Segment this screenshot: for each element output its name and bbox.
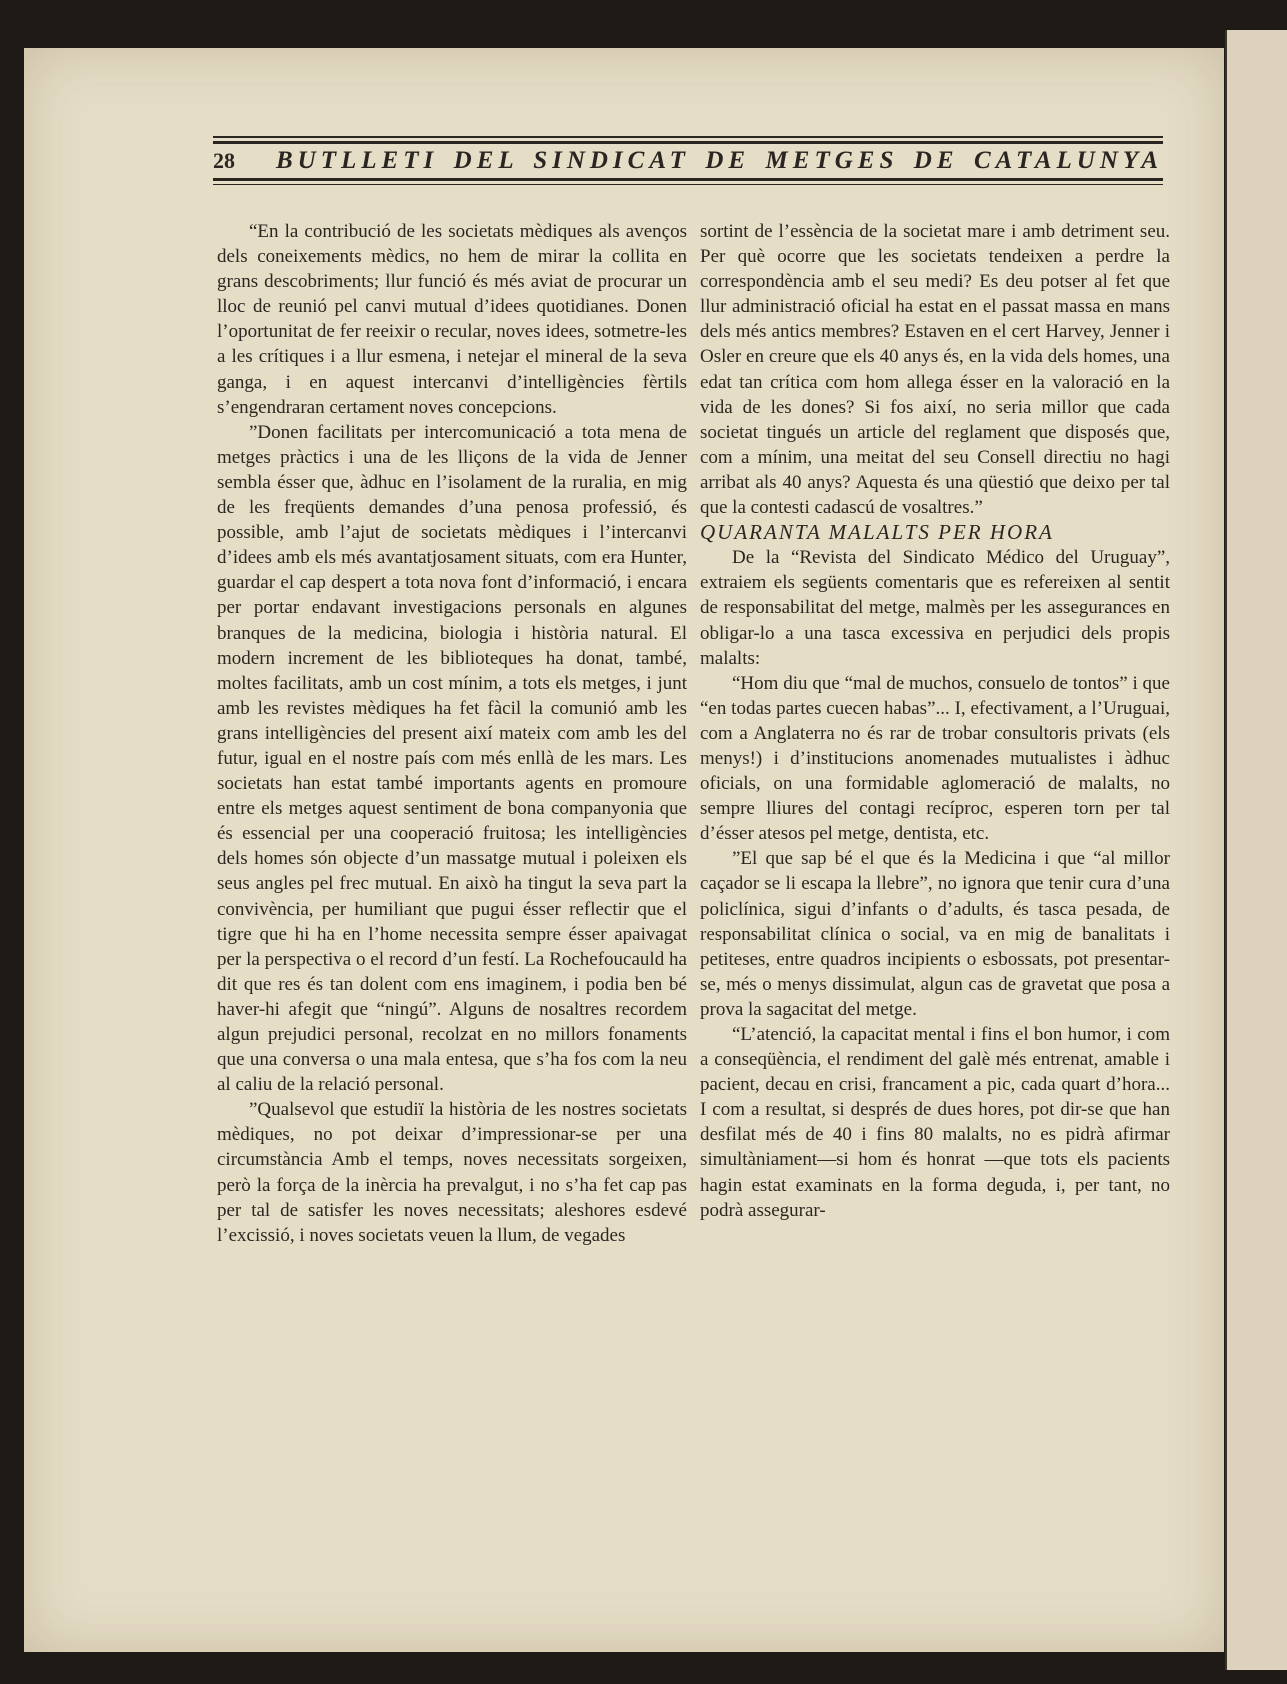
section-title: QUARANTA MALALTS PER HORA	[700, 520, 1054, 545]
paragraph: “Hom diu que “mal de muchos, consuelo de tontos” i que “en todas partes cuecen habas”... I, efectivament, a l’Uruguai, com a Anglaterra no és rar de trobar consultoris privats (els menys!) i d’institucions anomenades mutualistes i àdhuc oficials, on una formidable aglomeració de malalts, no sempre lliures del contagi recíproc, esperen torn per tal d’ésser atesos pel metge, dentista, etc.	[700, 672, 1170, 845]
paragraph: “L’atenció, la capacitat mental i fins el bon humor, i com a conseqüència, el rendiment del galè més entrenat, amable i pacient, decau en crisi, francament a pic, cada quart d’hora... I com a resultat, si després de dues hores, pot dir-se que han desfilat més de 40 i fins 80 malalts, no es pidrà afirmar simultàniament—si hom és honrat —que tots els pacients hagin estat examinats en la forma deguda, i, per tant, no podrà assegurar-	[700, 1024, 1170, 1221]
paragraph: ”Donen facilitats per intercomunicació a tota mena de metges pràctics i una de les lliçons de la vida de Jenner sembla ésser que, àdhuc en l’isolament de la ruralia, en mig de les freqüents demandes d’una penosa professió, és possible, amb l’ajut de societats mèdiques i l’intercanvi d’idees amb els més avantatjosament situats, com era Hunter, guardar el cap despert a tota nova font d’informació, i encara per portar endavant investigacions personals en algunes branques de la medicina, biologia i història natural. El modern increment de les biblioteques ha donat, també, moltes facilitats, amb un cost mínim, a tots els metges, i junt amb les revistes mèdiques ha fet fàcil la comunió amb les grans intelligències del present així mateix com amb les del futur, igual en el nostre país com més enllà de les mars. Les societats han estat també importants agents en promoure entre els metges aquest sentiment de bona companyonia que és essencial per una cooperació fruitosa; les intelligències dels homes són objecte d’un massatge mutual i poleixen els seus angles pel frec mutual. En això ha tingut la seva part la convivència, per humiliant que pugui ésser reflectir que el tigre que hi ha en l’home necessita sempre ésser apaivagat per la perspectiva o el record d’un festí. La Rochefoucauld ha dit que res és tan dolent com ens imaginem, i podia ben bé haver-hi afegit que “ningú”. Alguns de nosaltres recordem algun prejudici personal, recolzat en no millors fonaments que una conversa o una mala entesa, que s’ha fos com la neu al caliu de la relació personal.	[217, 421, 687, 1096]
paragraph: De la “Revista del Sindicato Médico del Uruguay”, extraiem els següents comentaris que es refereixen al sentit de responsabilitat del metge, malmès per les assegurances en obligar-lo a una tasca excessiva en perjudici dels propis malalts:	[700, 547, 1170, 669]
page-number: 28	[213, 148, 235, 173]
running-header	[213, 146, 1163, 176]
paragraph: ”El que sap bé el que és la Medicina i que “al millor caçador se li escapa la llebre”, no ignora que tenir cura d’una policlínica, sigui d’infants o d’adults, és tasca pesada, de responsabilitat clínica o social, va en mig de banalitats i petiteses, entre quadros incipients o esbossats, pot presentar-se, més o menys dissimulat, algun cas de gravetat que posa a prova la sagacitat del metge.	[700, 848, 1170, 1020]
left-column	[217, 219, 687, 1248]
next-page-edge	[1225, 30, 1287, 1670]
header-rule-top	[213, 136, 1163, 138]
running-title: BUTLLETI DEL SINDICAT DE METGES DE CATALUNYA	[276, 147, 1163, 174]
header-rule-top-thick	[213, 141, 1163, 144]
paragraph: ”Qualsevol que estudiï la història de les nostres societats mèdiques, no pot deixar d’impressionar-se per una circumstància Amb el temps, noves necessitats sorgeixen, però la força de la inèrcia ha prevalgut, i no s’ha fet cap pas per tal de satisfer les noves necessitats; aleshores esdevé l’excissió, i noves societats veuen la llum, de vegades	[217, 1099, 687, 1246]
header-rule-bottom	[213, 184, 1163, 185]
paragraph-continued: sortint de l’essència de la societat mare i amb detriment seu. Per què ocorre que les societats tendeixen a perdre la correspondència amb el seu medi? Es deu potser al fet que llur administració oficial ha estat en el passat massa en mans dels més antics membres? Estaven en el cert Harvey, Jenner i Osler en creure que els 40 anys és, en la vida dels homes, una edat tan crítica com hom allega ésser en la valoració en la vida de les dones? Si fos així, no seria millor que cada societat tingués un article del reglament que disposés que, com a mínim, una meitat del seu Consell directiu no hagi arribat als 40 anys? Aquesta és una qüestió que deixo per tal que la contesti cadascú de vosaltres.”	[700, 221, 1170, 519]
paragraph: “En la contribució de les societats mèdiques als avenços dels coneixements mèdics, no hem de mirar la collita en grans descobriments; llur funció és més aviat de procurar un lloc de reunió pel canvi mutual d’idees quotidianes. Donen l’oportunitat de fer reeixir o recular, noves idees, sotmetre-les a les crítiques i a llur esmena, i netejar el mineral de la seva ganga, i en aquest intercanvi d’intelligències fèrtils s’engendraran certament noves concepcions.	[217, 221, 687, 418]
header-rule-bottom-thick	[213, 178, 1163, 181]
right-column	[700, 219, 1170, 1223]
